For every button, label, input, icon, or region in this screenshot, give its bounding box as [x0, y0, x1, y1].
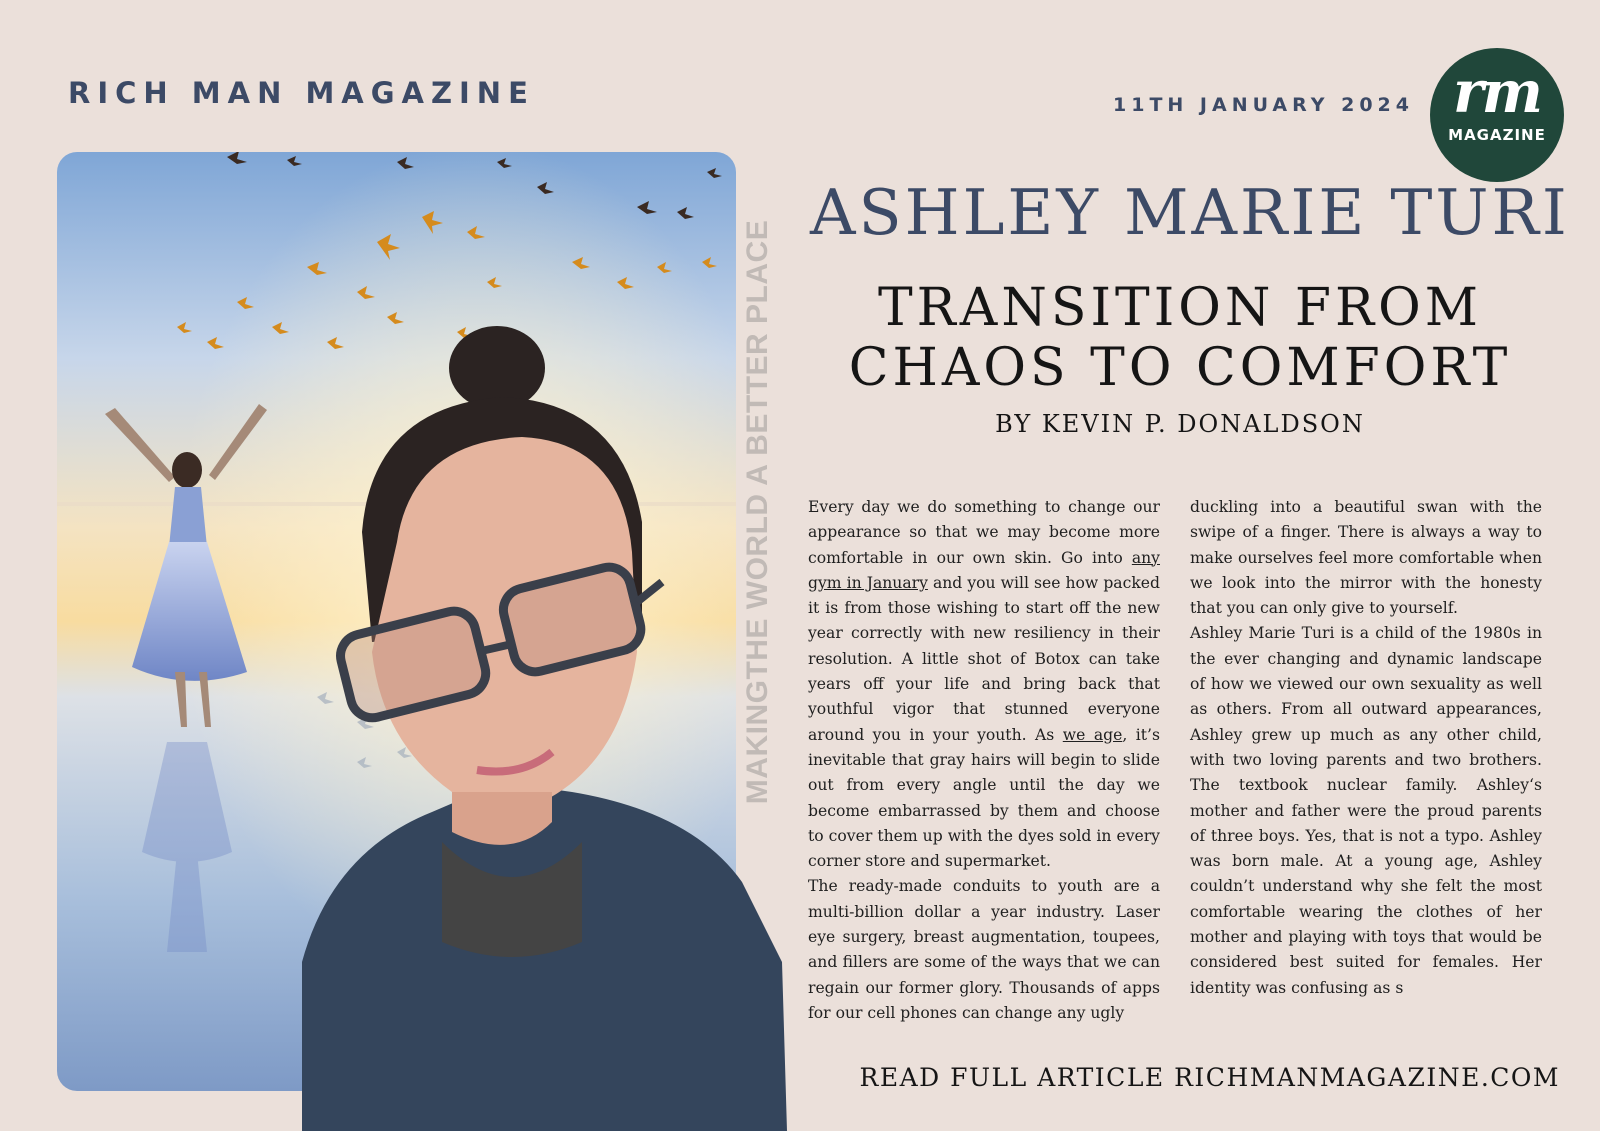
portrait-photo — [222, 322, 804, 1131]
magazine-logo — [1430, 48, 1564, 182]
magazine-title: RICH MAN MAGAZINE — [68, 76, 535, 110]
paragraph-1-text-a: Every day we do something to change our appearance so that we may become more comfortable in our own skin. Go into — [808, 498, 1160, 567]
issue-date: 11TH JANUARY 2024 — [1113, 94, 1414, 116]
paragraph-1-text-c: , it’s inevitable that gray hairs will begin to slide out from every angle until the day we become embarrassed by them and choose to cover them up with the dyes sold in every corner store and supermarket. — [808, 725, 1160, 871]
gym-link[interactable]: any gym in January — [808, 548, 1160, 592]
article-column-1 — [808, 495, 1160, 1026]
logo-label: MAGAZINE — [1448, 126, 1546, 144]
article-paragraph-1 — [808, 495, 1160, 874]
author-byline: BY KEVIN P. DONALDSON — [995, 410, 1365, 438]
side-tagline-text: MAKINGTHE WORLD A BETTER PLACE — [741, 219, 774, 805]
logo-mark: rm — [1453, 58, 1541, 126]
read-more-link[interactable]: READ FULL ARTICLE RICHMANMAGAZINE.COM — [859, 1063, 1560, 1092]
article-paragraph-3: Ashley Marie Turi is a child of the 1980s in the ever changing and dynamic landscape of how we viewed our own sexuality as well as others. From all outward appearances, Ashley grew up much as any other child, with two loving parents and two brothers. The textbook nuclear family. Ashley‘s mother and father were the proud parents of three boys. Yes, that is not a typo. Ashley was born male. At a young age, Ashley couldn’t understand why she felt the most comfortable wearing the clothes of her mother and playing with toys that would be considered best suited for females. Her identity was confusing as s — [1190, 624, 1542, 997]
article-paragraph-2-continued: duckling into a beautiful swan with the swipe of a finger. There is always a way to make ourselves feel more comfortable when we look into the mirror with the honesty that you can only give to yourself. — [1190, 498, 1542, 618]
paragraph-1-text-b: and you will see how packed it is from those wishing to start off the new year correctly with new resiliency in their resolution. A little shot of Botox can take years off your life and bring back that youthful vigor that stunned everyone around you in your youth. As — [808, 573, 1160, 744]
article-column-2 — [1190, 495, 1542, 1001]
article-paragraph-2: The ready-made conduits to youth are a multi-billion dollar a year industry. Laser eye surgery, breast augmentation, toupees, and fillers are some of the ways that we can regain our former glory. Thousands of apps for our cell phones can change any ugly — [808, 877, 1160, 1022]
article-headline: TRANSITION FROM CHAOS TO COMFORT — [848, 278, 1512, 398]
subject-name: ASHLEY MARIE TURI — [810, 176, 1570, 249]
we-age-link[interactable]: we age — [1062, 725, 1123, 744]
